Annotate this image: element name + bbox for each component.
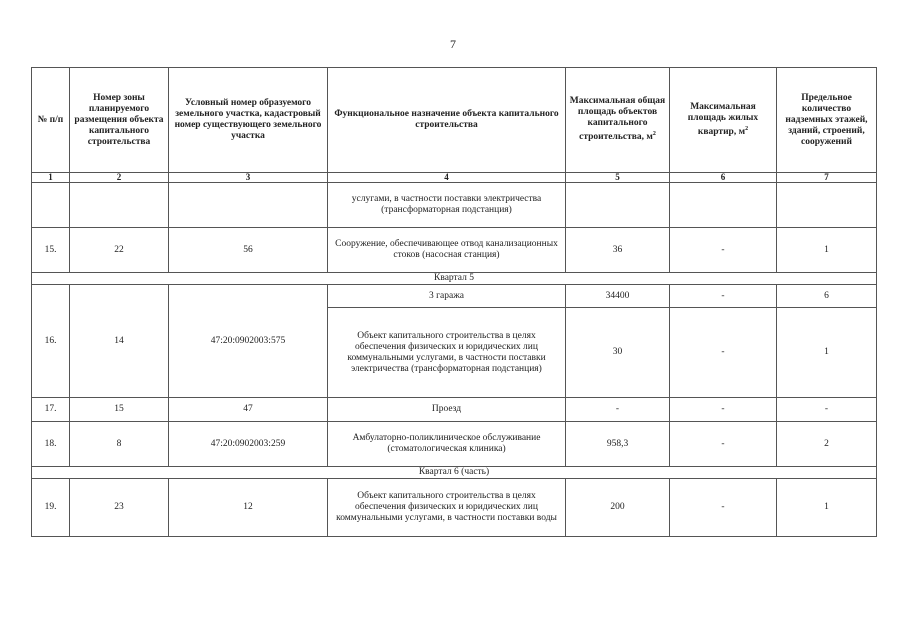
cell-floors (777, 183, 877, 228)
column-number: 3 (169, 173, 328, 183)
cell-area: 200 (566, 479, 670, 537)
cell-zone: 15 (70, 398, 169, 422)
cell-living: - (670, 228, 777, 273)
cell-area: 958,3 (566, 422, 670, 467)
cell-living: - (670, 308, 777, 398)
header-zone: Номер зоны планируемого размещения объекта капитального строительства (70, 68, 169, 173)
quarter-row-5 (32, 273, 877, 285)
cell-zone: 14 (70, 285, 169, 398)
cell-plot: 47:20:0902003:575 (169, 285, 328, 398)
header-max-area: Максимальная общая площадь объектов капитального строительства, $м^2$ (566, 68, 670, 173)
cell-living: - (670, 422, 777, 467)
cell-plot: 47 (169, 398, 328, 422)
quarter-row-6 (32, 467, 877, 479)
column-number: 6 (670, 173, 777, 183)
cell-zone: 8 (70, 422, 169, 467)
column-number: 1 (32, 173, 70, 183)
cell-zone: 23 (70, 479, 169, 537)
header-plot: Условный номер образуемого земельного участка, кадастровый номер существующего земельного участка (169, 68, 328, 173)
cell-zone (70, 183, 169, 228)
cell-floors: 6 (777, 285, 877, 308)
column-number: 2 (70, 173, 169, 183)
header-floors: Предельное количество надземных этажей, зданий, строений, сооружений (777, 68, 877, 173)
cell-floors: 1 (777, 308, 877, 398)
cell-purpose: 3 гаража (328, 285, 566, 308)
cell-living: - (670, 398, 777, 422)
cell-number: 17. (32, 398, 70, 422)
cell-number: 19. (32, 479, 70, 537)
cell-number: 18. (32, 422, 70, 467)
zoning-table (31, 67, 877, 537)
cell-number: 15. (32, 228, 70, 273)
table-row-continued (32, 183, 877, 228)
cell-living (670, 183, 777, 228)
header-purpose: Функциональное назначение объекта капитального строительства (328, 68, 566, 173)
cell-number (32, 183, 70, 228)
column-number: 5 (566, 173, 670, 183)
quarter-label: Квартал 5 (32, 273, 877, 285)
cell-floors: 2 (777, 422, 877, 467)
column-number: 7 (777, 173, 877, 183)
cell-plot (169, 183, 328, 228)
cell-living: - (670, 479, 777, 537)
cell-area: 30 (566, 308, 670, 398)
cell-purpose: Сооружение, обеспечивающее отвод канализационных стоков (насосная станция) (328, 228, 566, 273)
cell-plot: 56 (169, 228, 328, 273)
cell-number: 16. (32, 285, 70, 398)
cell-living: - (670, 285, 777, 308)
cell-plot: 47:20:0902003:259 (169, 422, 328, 467)
cell-purpose: Проезд (328, 398, 566, 422)
cell-floors: 1 (777, 228, 877, 273)
cell-area (566, 183, 670, 228)
cell-purpose: услугами, в частности поставки электричества (трансформаторная подстанция) (328, 183, 566, 228)
page-number: 7 (450, 37, 456, 51)
cell-purpose: Амбулаторно-поликлиническое обслуживание (стоматологическая клиника) (328, 422, 566, 467)
header-number: № п/п (32, 68, 70, 173)
cell-area: - (566, 398, 670, 422)
table-row-19 (32, 479, 877, 537)
cell-floors: 1 (777, 479, 877, 537)
table-row-17 (32, 398, 877, 422)
cell-area: 36 (566, 228, 670, 273)
cell-plot: 12 (169, 479, 328, 537)
cell-purpose: Объект капитального строительства в целях обеспечения физических и юридических лиц коммунальными услугами, в частности поставки электричества (трансформаторная подстанция) (328, 308, 566, 398)
cell-area: 34400 (566, 285, 670, 308)
column-number: 4 (328, 173, 566, 183)
cell-floors: - (777, 398, 877, 422)
column-numbers-row (32, 173, 877, 183)
cell-purpose: Объект капитального строительства в целях обеспечения физических и юридических лиц коммунальными услугами, в частности поставки воды (328, 479, 566, 537)
quarter-label: Квартал 6 (часть) (32, 467, 877, 479)
table-row-18 (32, 422, 877, 467)
header-row (32, 68, 877, 173)
header-living-area: Максимальная площадь жилых квартир, $м^2$ (670, 68, 777, 173)
cell-zone: 22 (70, 228, 169, 273)
table-row-15 (32, 228, 877, 273)
table-row-16a (32, 285, 877, 308)
